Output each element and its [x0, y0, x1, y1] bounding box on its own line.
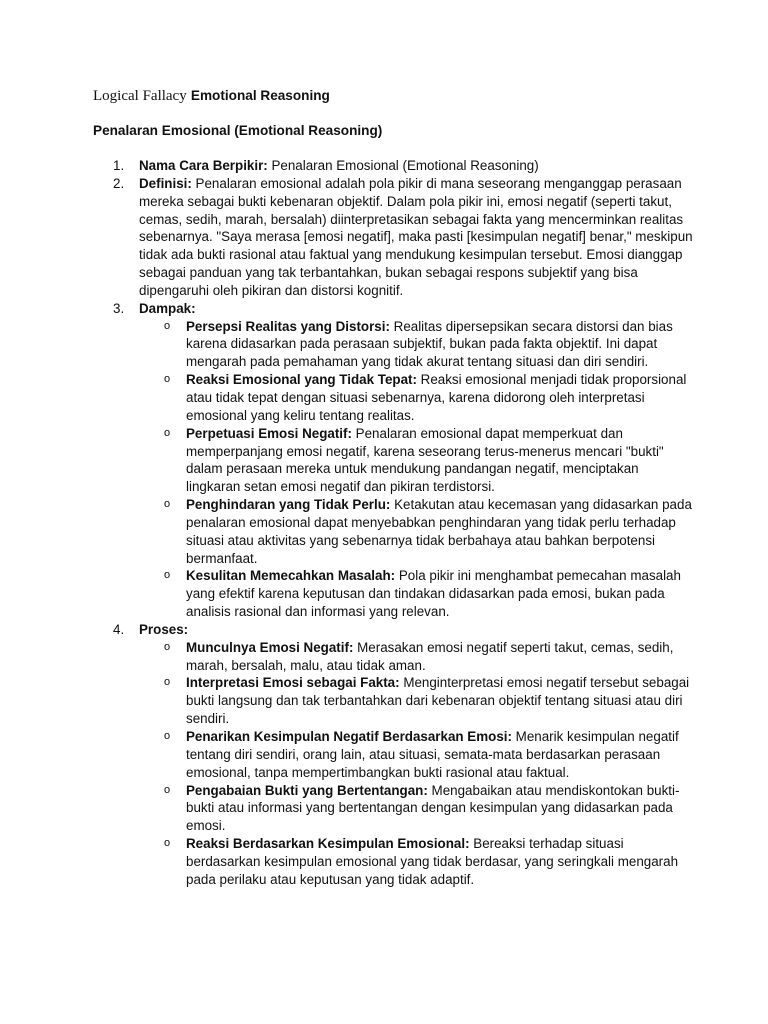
sub-list-item [139, 835, 693, 889]
sub-list-item [139, 567, 693, 621]
sub-list [93, 318, 693, 621]
sub-item-text: Reaksi emosional menjadi tidak proporsional atau tidak tepat dengan situasi sebenarnya, karena didorong oleh interpretasi emosional yang keliru tentang realitas. [186, 372, 687, 423]
bullet-icon: o [164, 837, 171, 850]
document-title [93, 86, 330, 106]
title-bold: Emotional Reasoning [190, 88, 330, 103]
bullet-icon: o [164, 498, 171, 511]
sub-list-wrap [93, 639, 693, 889]
list-item [93, 300, 693, 318]
bullet-icon: o [164, 373, 171, 386]
item-text: Penalaran emosional adalah pola pikir di mana seseorang menganggap perasaan mereka sebagai bukti kebenaran objektif. Dalam pola pikir ini, emosi negatif (seperti takut, cemas, sedih, marah, bersalah) diinterpretasikan sebagai fakta yang mencerminkan realitas sebenarnya. "Saya merasa [emosi negatif], maka pasti [kesimpulan negatif] benar," meskipun tidak ada bukti rasional atau faktual yang mendukung kesimpulan tersebut. Emosi dianggap sebagai panduan yang tak terbantahkan, bukan sebagai respons subjektif yang bisa dipengaruhi oleh pikiran dan distorsi kognitif. [139, 175, 693, 298]
sub-list-item [139, 782, 693, 836]
sub-item-text: Penalaran emosional dapat memperkuat dan memperpanjang emosi negatif, karena seseorang terus-menerus mencari "bukti" dalam perasaan mereka untuk mendukung pandangan negatif, menciptakan lingkaran setan emosi negatif dan pikiran terdistorsi. [186, 425, 664, 495]
title-prefix: Logical Fallacy [93, 88, 187, 104]
sub-item-text: Ketakutan atau kecemasan yang didasarkan pada penalaran emosional dapat menyebabkan penghindaran yang tidak perlu terhadap situasi atau aktivitas yang sebenarnya tidak berbahaya atau bahkan berpotensi bermanfaat. [186, 497, 692, 566]
sub-list-item [139, 639, 693, 675]
sub-item-text: Menarik kesimpulan negatif tentang diri sendiri, orang lain, atau situasi, semata-mata berdasarkan perasaan emosional, tanpa mempertimbangkan bukti rasional atau faktual. [186, 729, 679, 780]
sub-list-item [139, 318, 693, 372]
bullet-icon: o [164, 319, 171, 332]
numbered-list [93, 157, 693, 889]
list-item [93, 175, 693, 300]
sub-item-label: Penghindaran yang Tidak Perlu: [186, 497, 391, 513]
list-item [93, 621, 693, 639]
bullet-icon: o [164, 426, 171, 439]
list-item [93, 157, 693, 175]
sub-item-label: Penarikan Kesimpulan Negatif Berdasarkan Emosi: [186, 729, 512, 744]
sub-item-label: Kesulitan Memecahkan Masalah: [186, 568, 396, 584]
item-text: Penalaran Emosional (Emotional Reasoning) [267, 158, 539, 173]
sub-item-text: Pola pikir ini menghambat pemecahan masalah yang efektif karena keputusan dan tindakan didasarkan pada emosi, bukan pada analisis rasional dan informasi yang relevan. [186, 568, 681, 620]
sub-item-label: Pengabaian Bukti yang Bertentangan: [186, 782, 428, 798]
sub-item-label: Reaksi Emosional yang Tidak Tepat: [186, 372, 417, 388]
bullet-icon: o [164, 730, 171, 742]
item-number: 2. [113, 175, 125, 191]
bullet-icon: o [164, 783, 171, 796]
sub-list-item [139, 496, 693, 567]
bullet-icon: o [164, 640, 171, 653]
sub-item-text: Bereaksi terhadap situasi berdasarkan kesimpulan emosional yang tidak berdasar, yang seringkali mengarah pada perilaku atau keputusan yang tidak adaptif. [186, 836, 679, 887]
sub-list-wrap [93, 318, 693, 621]
item-number: 1. [113, 158, 125, 173]
sub-item-label: Munculnya Emosi Negatif: [186, 639, 354, 655]
sub-item-label: Reaksi Berdasarkan Kesimpulan Emosional: [186, 836, 470, 852]
item-label: Nama Cara Berpikir: [139, 158, 268, 173]
bullet-icon: o [164, 676, 171, 689]
sub-item-text: Realitas dipersepsikan secara distorsi dan bias karena didasarkan pada perasaan subjektif, bukan pada fakta objektif. Ini dapat mengarah pada pemahaman yang tidak akurat tentang situasi dan diri sendiri. [186, 318, 673, 370]
item-number: 3. [113, 300, 125, 316]
sub-item-text: Merasakan emosi negatif seperti takut, cemas, sedih, marah, bersalah, malu, atau tidak aman. [186, 639, 674, 673]
section-heading: Penalaran Emosional (Emotional Reasoning) [93, 123, 383, 138]
sub-list [93, 639, 693, 889]
sub-item-label: Persepsi Realitas yang Distorsi: [186, 318, 390, 334]
sub-list-item [139, 425, 693, 496]
sub-item-text: Mengabaikan atau mendiskontokan bukti-bukti atau informasi yang bertentangan dengan kesimpulan yang didasarkan pada emosi. [186, 782, 680, 834]
sub-item-label: Interpretasi Emosi sebagai Fakta: [186, 675, 400, 691]
sub-item-label: Perpetuasi Emosi Negatif: [186, 425, 352, 441]
bullet-icon: o [164, 569, 171, 582]
item-label: Proses: [139, 621, 189, 637]
item-label: Definisi: [139, 175, 192, 191]
sub-list-item [139, 371, 693, 425]
sub-list-item [139, 728, 693, 782]
item-label: Dampak: [139, 300, 196, 316]
sub-list-item [139, 674, 693, 728]
item-number: 4. [113, 621, 125, 637]
sub-item-text: Menginterpretasi emosi negatif tersebut sebagai bukti langsung dan tak terbantahkan dari kebenaran objektif tentang situasi atau diri sendiri. [186, 675, 690, 727]
